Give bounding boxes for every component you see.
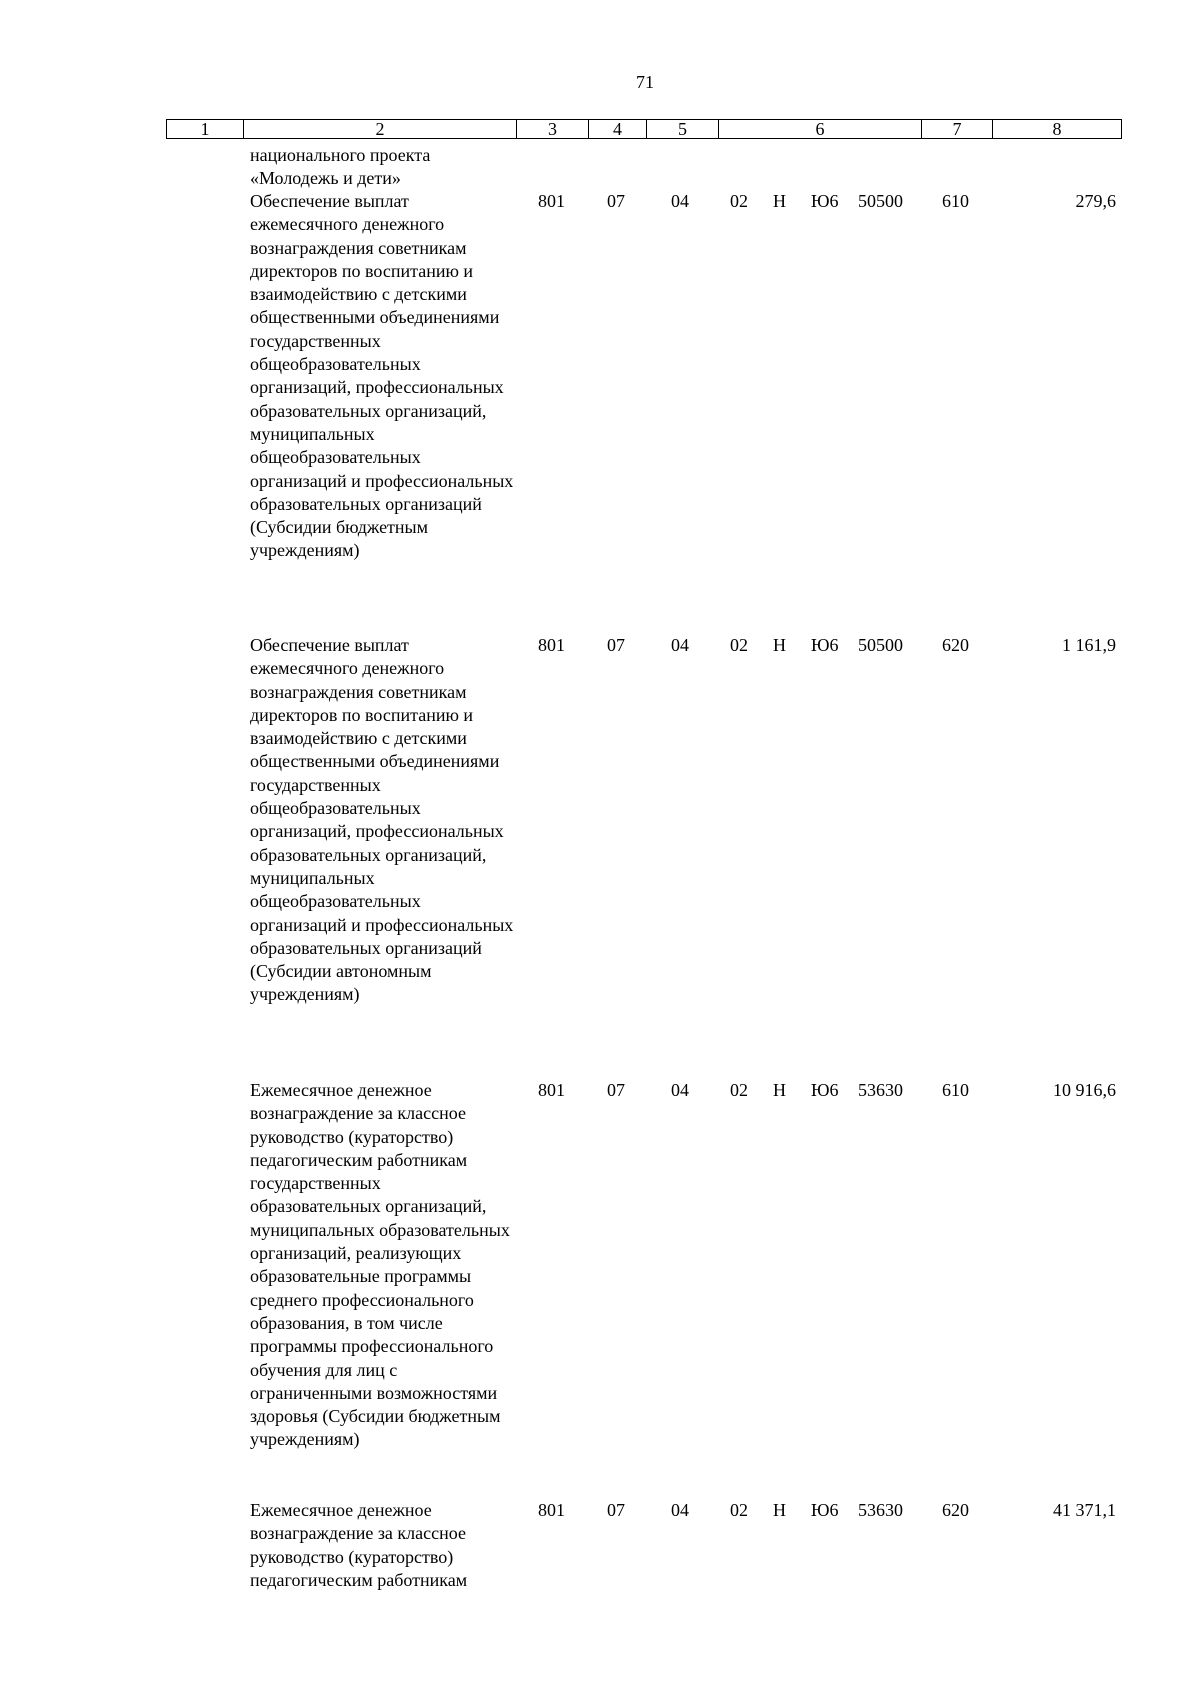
row-name: Ежемесячное денежное вознаграждение за классное руководство (кураторство) педагогическим работникам bbox=[250, 1500, 468, 1590]
row-col-4: 07 bbox=[607, 1080, 625, 1100]
row-name: Ежемесячное денежное вознаграждение за классное руководство (кураторство) педагогическим работникам государственных образовательных организаций, муниципальных образовательных организаций, реализующих образовательные программы среднего профессионального образования, в том числе программы профессионального обучения для лиц с ограниченными возможностями здоровья (Субсидии бюджетным учреждениям) bbox=[250, 1080, 510, 1450]
header-col-2: 2 bbox=[244, 119, 517, 139]
row-name: Обеспечение выплат ежемесячного денежного вознаграждения советникам директоров по воспитанию и взаимодействию с детскими общественными объединениями государственных общеобразовательных организаций, профессиональных образовательных организаций, муниципальных общеобразовательных организаций и профессиональных образовательных организаций (Субсидии бюджетным учреждениям) bbox=[250, 191, 514, 561]
row-col-7: 620 bbox=[942, 1500, 969, 1520]
row-col-6-part-1: 02 bbox=[730, 191, 748, 211]
page-number: 71 bbox=[636, 72, 654, 92]
row-col-6-part-3: Ю6 bbox=[811, 635, 839, 655]
row-col-5: 04 bbox=[671, 1500, 689, 1520]
row-col-5: 04 bbox=[671, 1080, 689, 1100]
row-col-3: 801 bbox=[538, 191, 565, 211]
header-col-4: 4 bbox=[589, 119, 647, 139]
row-col-6-part-2: Н bbox=[773, 191, 786, 211]
row-col-8: 41 371,1 bbox=[1053, 1500, 1116, 1520]
row-col-8: 10 916,6 bbox=[1053, 1080, 1116, 1100]
row-col-6-part-1: 02 bbox=[730, 1500, 748, 1520]
row-col-8: 1 161,9 bbox=[1062, 635, 1116, 655]
row-col-6-part-4: 53630 bbox=[858, 1500, 903, 1520]
row-name: национального проекта «Молодежь и дети» bbox=[250, 145, 431, 189]
row-col-6-part-4: 50500 bbox=[858, 635, 903, 655]
row-col-7: 610 bbox=[942, 1080, 969, 1100]
header-col-1: 1 bbox=[166, 119, 244, 139]
row-col-4: 07 bbox=[607, 1500, 625, 1520]
row-name: Обеспечение выплат ежемесячного денежного вознаграждения советникам директоров по воспитанию и взаимодействию с детскими общественными объединениями государственных общеобразовательных организаций, профессиональных образовательных организаций, муниципальных общеобразовательных организаций и профессиональных образовательных организаций (Субсидии автономным учреждениям) bbox=[250, 635, 514, 1005]
row-col-5: 04 bbox=[671, 635, 689, 655]
header-col-5: 5 bbox=[647, 119, 719, 139]
header-col-6: 6 bbox=[719, 119, 922, 139]
header-col-7: 7 bbox=[922, 119, 993, 139]
row-col-6-part-3: Ю6 bbox=[811, 1500, 839, 1520]
row-col-6-part-1: 02 bbox=[730, 1080, 748, 1100]
row-col-6-part-4: 53630 bbox=[858, 1080, 903, 1100]
row-col-7: 610 bbox=[942, 191, 969, 211]
row-col-6-part-4: 50500 bbox=[858, 191, 903, 211]
header-col-8: 8 bbox=[993, 119, 1122, 139]
row-col-6-part-2: Н bbox=[773, 1500, 786, 1520]
row-col-6-part-3: Ю6 bbox=[811, 1080, 839, 1100]
row-col-6-part-3: Ю6 bbox=[811, 191, 839, 211]
row-col-7: 620 bbox=[942, 635, 969, 655]
table-header bbox=[166, 119, 1122, 139]
row-col-6-part-2: Н bbox=[773, 635, 786, 655]
header-col-3: 3 bbox=[517, 119, 589, 139]
row-col-4: 07 bbox=[607, 191, 625, 211]
row-col-5: 04 bbox=[671, 191, 689, 211]
row-col-3: 801 bbox=[538, 1500, 565, 1520]
row-col-3: 801 bbox=[538, 1080, 565, 1100]
row-col-6-part-1: 02 bbox=[730, 635, 748, 655]
row-col-6-part-2: Н bbox=[773, 1080, 786, 1100]
row-col-4: 07 bbox=[607, 635, 625, 655]
row-col-8: 279,6 bbox=[1075, 191, 1116, 211]
row-col-3: 801 bbox=[538, 635, 565, 655]
